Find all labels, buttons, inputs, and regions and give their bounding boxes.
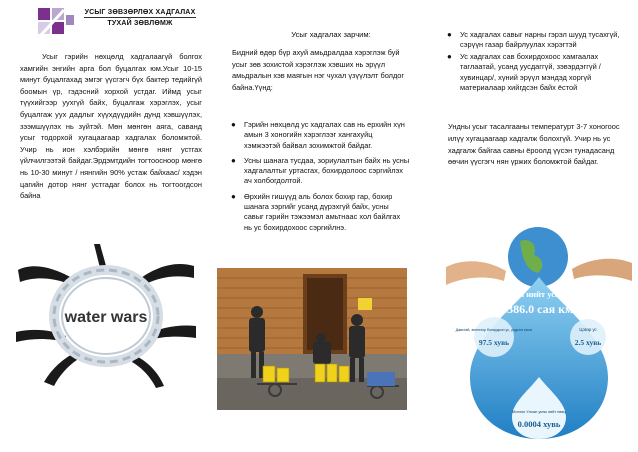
poster-total: 1386.0 сая км² — [501, 302, 577, 316]
list-item — [446, 52, 626, 94]
col1-paragraph: Усыг гэрийн нөхцөлд хадгалаагүй болгох хамгийн энгийн арга бол буцалгах юм.Усыг 10-15 минут буцалгахад эмгэг үүсгэгч бүх бактер тедийгүй боомын үр, гэдэсний хорхой устдаг. Иймд усыг түүхийгээр уухгүй байх, буцалгаж хэрэглэх, усыг буцалгаж уух дадлыг хүүхдүүдийн дунд хэвшүүлэх, зээмшүүлэх нь зүйтэй. Мөн мөнгөн аяга, саванд усыг тодорхой хугацаагаар хадгалах боломжтой. Учир нь ион хэлбэрийн мөнгө нянг устгах үйлчилгээтэй байдаг.Эрдэмтдийн тогтоосноор мөнгө нь 10-30 минут / нянгийн 90% устаж байхаас/ хэдэн цагийн дотор нянг устгадаг болох нь тогтоогдсон байна — [20, 52, 202, 201]
list-item — [230, 120, 410, 151]
bullet-icon: ● — [447, 30, 452, 39]
poster-left-label: Давстай, эмгэгээр бохирдсон ус, үлдсэн хэсэг — [455, 328, 533, 332]
list-item — [230, 192, 410, 233]
list-item-text: Ус хадгалах савыг нарны гэрэл шууд тусахгүй, сэрүүн газар байрлуулах хэрэгтэй — [460, 30, 620, 50]
list-item-text: Усны шанага тусдаа, зориулалтын байх нь усны хадгалалтыг уртасгах, бохирдолоос сэргийлэх ач холбогдолтой. — [244, 155, 410, 186]
bullet-icon: ● — [231, 120, 236, 129]
poster-bottom-label: Монгол Улсын усны нийт нөөц — [512, 410, 566, 414]
col2-intro: Бидний өдөр бүр ахуй амьдралдаа хэрэглэж буй усыг зөв зохистой хэрэглэж хэвших нь эрүүл амьдралын хэв маягын нэг чухал үзүүлэлт болдог байна.Үүнд: — [232, 48, 405, 92]
poster-left-value: 97.5 хувь — [478, 338, 510, 347]
bullet-icon: ● — [231, 155, 236, 165]
col2-title: Усыг хадгалах зарчим: — [291, 30, 371, 39]
col3-paragraph: Ундны усыг тасалгааны температурт 3-7 хоногоос илүү хугацаагаар хадгалж болохгүй. Учир нь ус хадгалж байгаа савны ёроолд үүсэн тунадасанд өөчин үүсгэгч нян үржих боломжтой байдаг. — [448, 122, 620, 167]
bullet-icon: ● — [231, 191, 236, 201]
poster-bottom-value: 0.0004 хувь — [517, 419, 561, 429]
header-line-2: ТУХАЙ ЗӨВЛӨМЖ — [107, 20, 173, 27]
list-item — [446, 30, 626, 51]
list-item — [230, 156, 410, 187]
col3-bullet-list — [446, 30, 626, 93]
poster-right-value: 2.5 хувь — [574, 338, 602, 347]
document-header — [80, 8, 200, 28]
list-item-text: Гэрийн нөхцөлд ус хадгалах сав нь ерхийн хүн амын 3 хоногийн хэрэглээг хангахуйц хэмжээтэй байвал зохимжтой байдаг. — [244, 120, 405, 150]
water-resources-poster — [446, 227, 632, 449]
logo-icon — [36, 6, 76, 38]
water-wars-caption: water wars — [64, 309, 148, 326]
header-line-1: УСЫГ ЗӨВЗӨРЛӨХ ХАДГАЛАХ — [84, 9, 196, 16]
poster-title: Дэлхийн нийт усны нөөц — [491, 289, 587, 299]
water-carrying-photo — [217, 268, 407, 410]
list-item-text: Ус хадгалах сав бохирдохоос хамгаалах таглаатай, усанд уусдаггүй, зэвэрдэггүй /хувинцар/, хүний эрүүл мэндэд хоргүй материалаар хийгдсэн байх ёстой — [460, 51, 601, 93]
poster-right-label: Цэвэр ус — [579, 327, 597, 332]
water-wars-image — [14, 240, 198, 388]
list-item-text: Өрхийн гишүүд аль болох бохир гар, бохир шанага зэргийг усанд дүрэхгүй байх, усны савыг гэрийн тэжээмэл амьтнаас хол байлгах нь ус бохирдохоос сэргийлнэ. — [244, 191, 401, 232]
bullet-icon: ● — [447, 51, 452, 61]
col2-bullet-list — [230, 120, 410, 238]
column-left — [0, 0, 212, 452]
